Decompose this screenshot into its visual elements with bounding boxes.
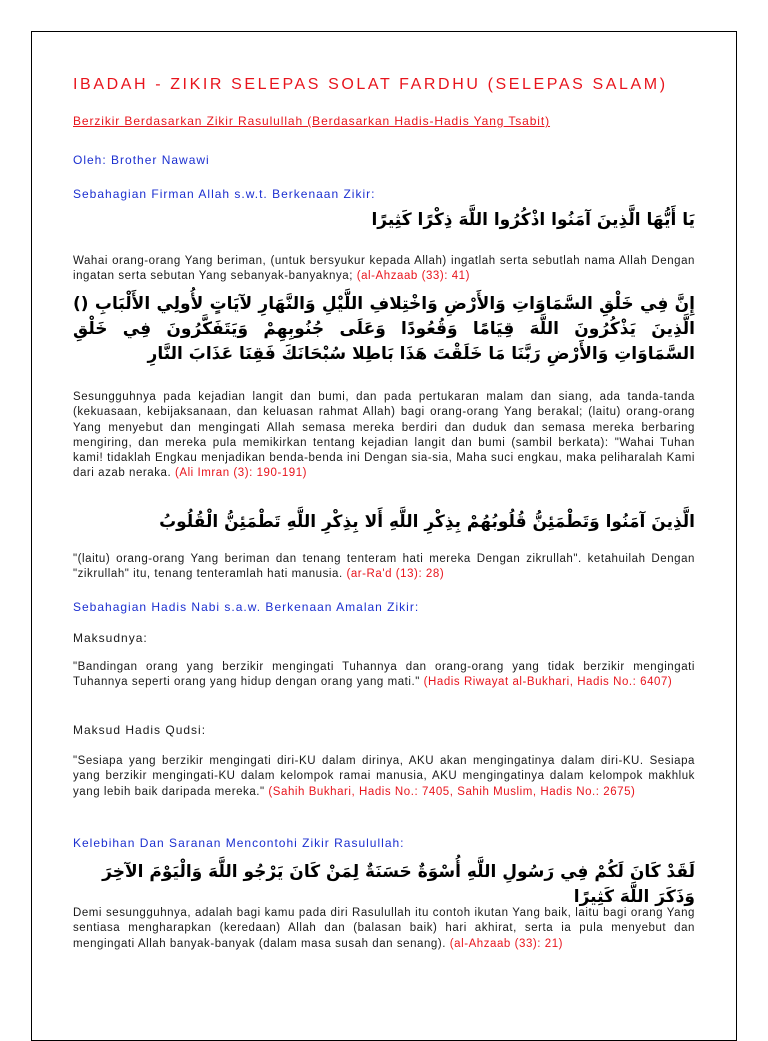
verse-ref-1: (al-Ahzaab (33): 41) [356, 270, 471, 283]
verse-arabic-2: إِنَّ فِي خَلْقِ السَّمَاوَاتِ وَالأَرْضِ وَاخْتِلافِ اللَّيْلِ وَالنَّهَارِ لآيَاتٍ لأُولِي الأَلْبَابِ () الَّذِينَ يَذْكُرُونَ اللَّهَ قِيَامًا وَقُعُودًا وَعَلَى جُنُوبِهِمْ وَيَتَفَكَّرُونَ فِي خَلْقِ السَّمَاوَاتِ وَالأَرْضِ رَبَّنَا مَا خَلَقْتَ هَذَا بَاطِلا سُبْحَانَكَ فَقِنَا عَذَابَ النَّارِ [73, 294, 695, 364]
subtitle-link[interactable]: Berzikir Berdasarkan Zikir Rasulullah (Berdasarkan Hadis-Hadis Yang Tsabit) [73, 114, 551, 128]
verse-translation-4 [73, 906, 695, 952]
verse-text-4: Demi sesungguhnya, adalah bagi kamu pada diri Rasulullah itu contoh ikutan Yang baik, laitu bagi orang Yang sentiasa mengharapkan (keredaan) Allah dan (balasan baik) hari akhirat, serta ia pula menyebut dan mengingati Allah banyak-banyak (dalam masa susah dan senang). [73, 907, 695, 950]
maksudnya-label: Maksudnya: [73, 631, 148, 645]
verse-translation-3 [73, 552, 695, 583]
page-title: IBADAH - ZIKIR SELEPAS SOLAT FARDHU (SELEPAS SALAM) [73, 76, 668, 93]
verse-arabic-4: لَقَدْ كَانَ لَكُمْ فِي رَسُولِ اللَّهِ أُسْوَةٌ حَسَنَةٌ لِمَنْ كَانَ يَرْجُو اللَّهَ وَالْيَوْمَ الآخِرَ وَذَكَرَ اللَّهَ كَثِيرًا [102, 862, 695, 907]
hadis-text-1: "Bandingan orang yang berzikir mengingati Tuhannya dan orang-orang yang tidak berzikir mengingati Tuhannya seperti orang yang hidup dengan orang yang mati." [73, 661, 695, 689]
verse-ref-2: (Ali Imran (3): 190-191) [174, 467, 308, 480]
verse-text-3: "(laitu) orang-orang Yang beriman dan tenang tenteram hati mereka Dengan zikrullah". ketahuilah Dengan "zikrullah" itu, tenang tenteramlah hati manusia. [73, 553, 695, 581]
hadis-heading: Sebahagian Hadis Nabi s.a.w. Berkenaan Amalan Zikir: [73, 600, 420, 614]
verse-ref-3: (ar-Ra'd (13): 28) [346, 568, 445, 581]
verse-text-2: Sesungguhnya pada kejadian langit dan bumi, dan pada pertukaran malam dan siang, ada tanda-tanda (kekuasaan, kebijaksanaan, dan keluasan rahmat Allah) bagi orang-orang Yang berakal; (laitu) orang-orang Yang menyebut dan mengingati Allah semasa mereka berdiri dan duduk dan semasa mereka berbaring mengiring, dan mereka pula memikirkan tentang kejadian langit dan bumi (sambil berkata): "Wahai Tuhan kami! tidaklah Engkau menjadikan benda-benda ini Dengan sia-sia, Maha suci engkau, maka peliharalah Kami dari azab neraka. [73, 391, 695, 480]
qudsi-label: Maksud Hadis Qudsi: [73, 723, 207, 737]
verse-translation-2 [73, 390, 695, 482]
verse-text-1: Wahai orang-orang Yang beriman, (untuk bersyukur kepada Allah) ingatlah serta sebutlah nama Allah Dengan ingatan serta sebutan Yang sebanyak-banyaknya; [73, 255, 695, 283]
kelebihan-heading: Kelebihan Dan Saranan Mencontohi Zikir Rasulullah: [73, 836, 405, 850]
verse-arabic-1: يَا أَيُّهَا الَّذِينَ آمَنُوا اذْكُرُوا اللَّهَ ذِكْرًا كَثِيرًا [371, 210, 695, 230]
verse-translation-1 [73, 254, 695, 285]
hadis-text-2: "Sesiapa yang berzikir mengingati diri-KU dalam dirinya, AKU akan mengingatinya dalam diri-KU. Sesiapa yang berzikir mengingati-KU dalam kelompok ramai manusia, AKU mengingatinya dalam kelompok makhluk yang lebih baik daripada mereka." [73, 755, 695, 798]
hadis-ref-1: (Hadis Riwayat al-Bukhari, Hadis No.: 6407) [423, 676, 673, 689]
hadis-ref-2: (Sahih Bukhari, Hadis No.: 7405, Sahih Muslim, Hadis No.: 2675) [268, 785, 636, 798]
firman-heading: Sebahagian Firman Allah s.w.t. Berkenaan Zikir: [73, 187, 376, 201]
document-page [31, 31, 737, 1041]
author-line: Oleh: Brother Nawawi [73, 153, 210, 167]
hadis-1 [73, 660, 695, 691]
verse-ref-4: (al-Ahzaab (33): 21) [449, 937, 564, 950]
verse-arabic-3: الَّذِينَ آمَنُوا وَتَطْمَئِنُّ قُلُوبُهُمْ بِذِكْرِ اللَّهِ أَلا بِذِكْرِ اللَّهِ تَطْمَئِنُّ الْقُلُوبُ [159, 512, 695, 532]
hadis-2 [73, 754, 695, 800]
